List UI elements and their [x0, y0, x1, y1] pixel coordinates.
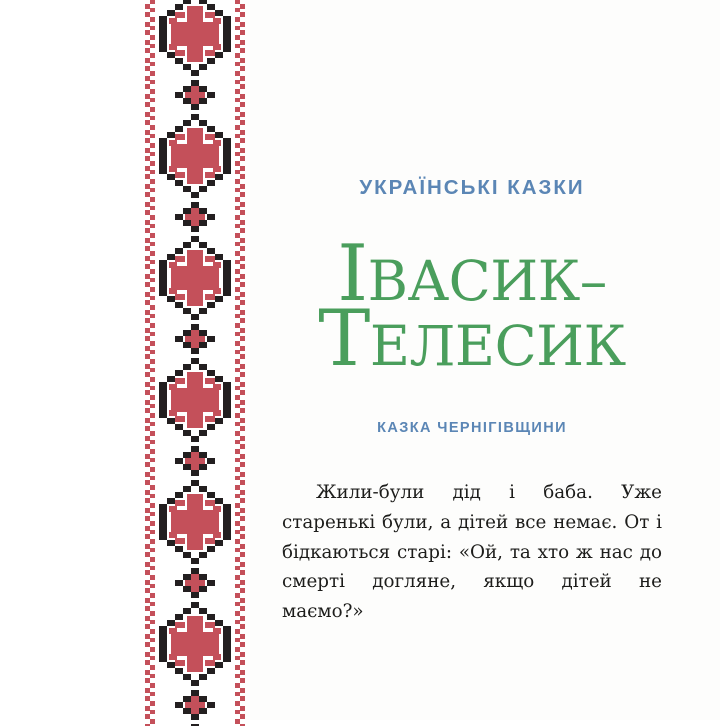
embroidery-border-ornament: [145, 0, 245, 726]
story-subtitle: КАЗКА ЧЕРНІГІВЩИНИ: [377, 420, 567, 437]
story-title-dropcap-2: Т: [318, 294, 370, 385]
story-title-line-2: [282, 294, 662, 385]
series-title: УКРАЇНСЬКІ КАЗКИ: [359, 176, 585, 199]
story-body-paragraph: Жили-були дід і баба. Уже старенькі були, а дітей все немає. От і бідкаються старі: «Ой, та хто ж нас до смерті догляне, якщо дітей не маємо?»: [282, 482, 662, 622]
ornament-column: [0, 0, 250, 720]
story-title-text-2: ЕЛЕСИК: [369, 314, 626, 379]
content-column: [250, 0, 720, 720]
story-title: [282, 199, 662, 385]
story-title-text-1: ВАСИК–: [367, 248, 607, 313]
story-title-dropcap-1: І: [337, 228, 368, 319]
